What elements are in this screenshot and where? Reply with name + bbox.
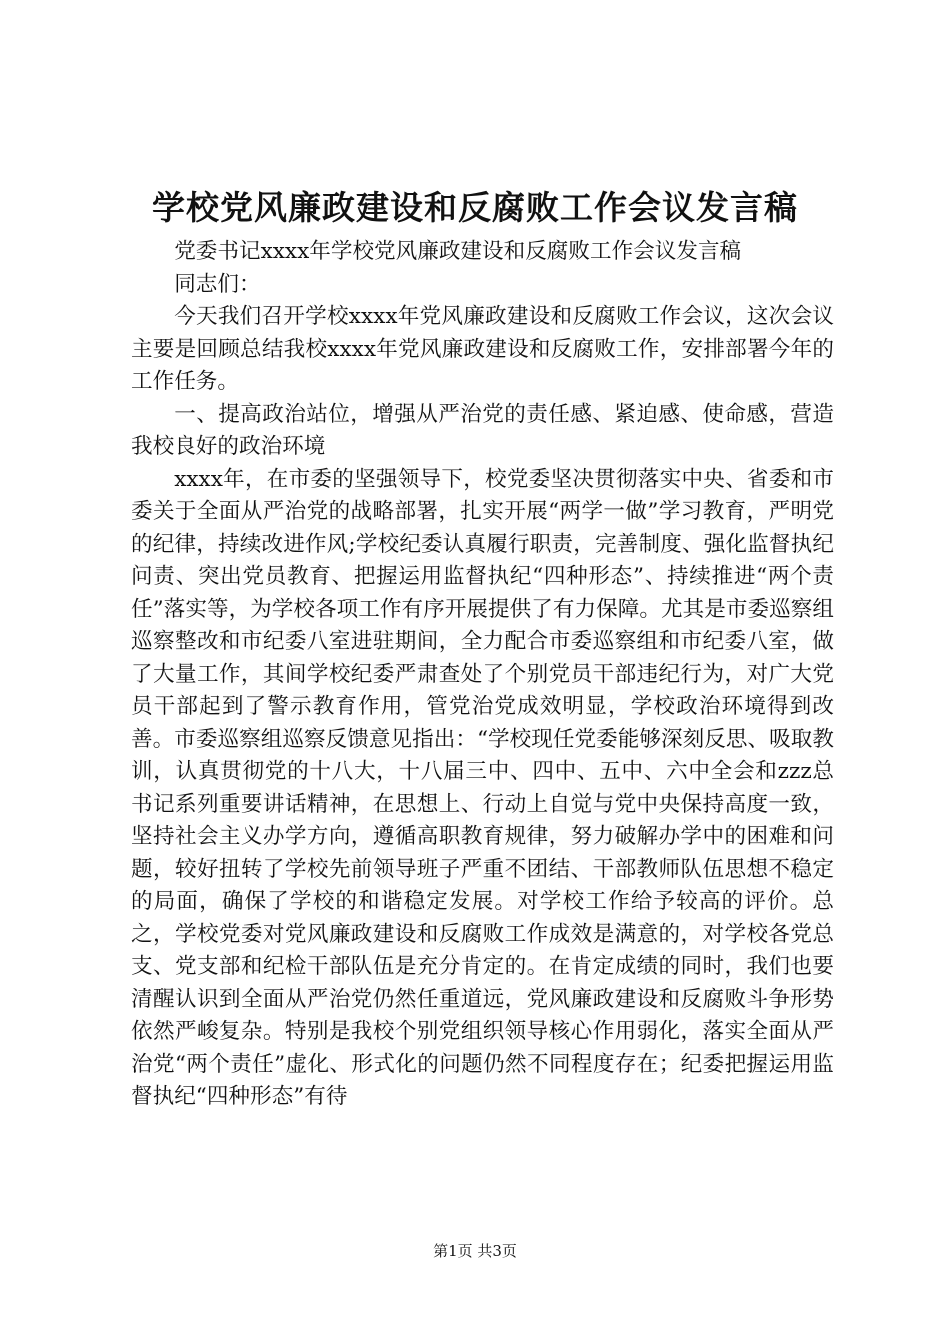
paragraph-section-heading: 一、提高政治站位，增强从严治党的责任感、紧迫感、使命感，营造我校良好的政治环境	[131, 401, 834, 459]
document-body	[131, 236, 834, 1114]
paragraph-salutation: 同志们：	[174, 271, 261, 297]
page-number: 第1页 共3页	[433, 1242, 517, 1260]
document-title: 学校党风廉政建设和反腐败工作会议发言稿	[152, 188, 798, 227]
paragraph-subtitle: 党委书记xxxx年学校党风廉政建设和反腐败工作会议发言稿	[174, 239, 742, 264]
paragraph-main: xxxx年，在市委的坚强领导下，校党委坚决贯彻落实中央、省委和市委关于全面从严治党的战略部署，扎实开展“两学一做”学习教育，严明党的纪律，持续改进作风;学校纪委认真履行职责，完善制度、强化监督执纪问责、突出党员教育、把握运用监督执纪“四种形态”、持续推进“两个责任”落实等，为学校各项工作有序开展提供了有力保障。尤其是市委巡察组巡察整改和市纪委八室进驻期间，全力配合市委巡察组和市纪委八室，做了大量工作，其间学校纪委严肃查处了个别党员干部违纪行为，对广大党员干部起到了警示教育作用，管党治党成效明显，学校政治环境得到改善。市委巡察组巡察反馈意见指出：“学校现任党委能够深刻反思、吸取教训，认真贯彻党的十八大，十八届三中、四中、五中、六中全会和zzz总书记系列重要讲话精神，在思想上、行动上自觉与党中央保持高度一致，坚持社会主义办学方向，遵循高职教育规律，努力破解办学中的困难和问题，较好扭转了学校先前领导班子严重不团结、干部教师队伍思想不稳定的局面，确保了学校的和谐稳定发展。对学校工作给予较高的评价。总之，学校党委对党风廉政建设和反腐败工作成效是满意的，对学校各党总支、党支部和纪检干部队伍是充分肯定的。在肯定成绩的同时，我们也要清醒认识到全面从严治党仍然任重道远，党风廉政建设和反腐败斗争形势依然严峻复杂。特别是我校个别党组织领导核心作用弱化，落实全面从严治党“两个责任”虚化、形式化的问题仍然不同程度存在；纪委把握运用监督执纪“四种形态”有待	[131, 466, 834, 1109]
paragraph-intro: 今天我们召开学校xxxx年党风廉政建设和反腐败工作会议，这次会议主要是回顾总结我校xxxx年党风廉政建设和反腐败工作，安排部署今年的工作任务。	[131, 304, 834, 394]
